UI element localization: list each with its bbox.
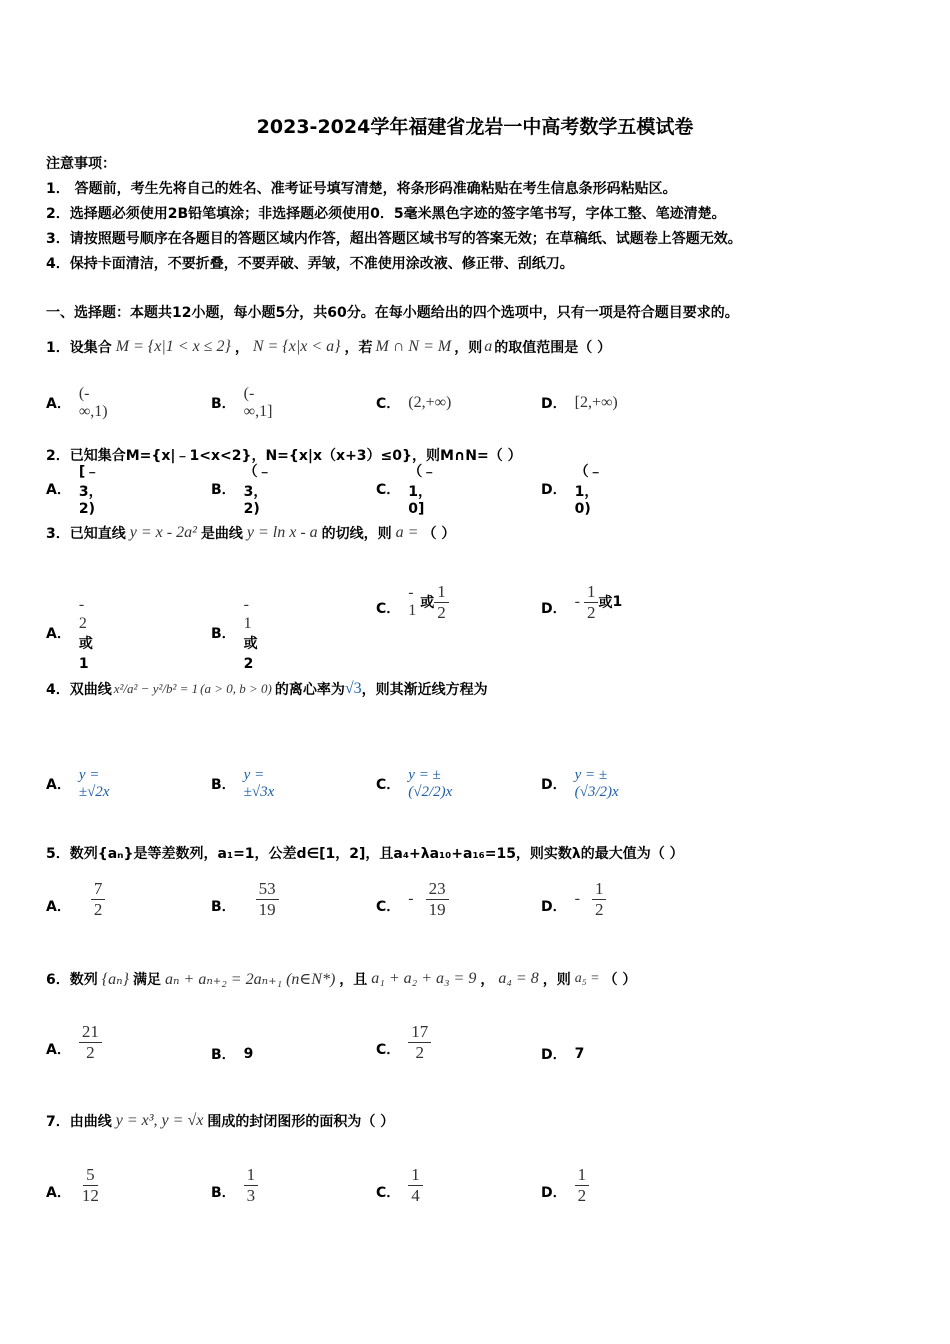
q4-tail: ，则其渐近线方程为	[361, 682, 488, 698]
q2-option-d[interactable]	[541, 461, 603, 517]
option-value: y = ±(√3/2)x	[574, 767, 619, 800]
option-label: C．	[376, 1042, 401, 1058]
q1-tail-pre: ，则	[454, 340, 483, 356]
fraction-numerator: 1	[434, 582, 449, 603]
option-value: 1	[612, 594, 623, 611]
q3-mid: 是曲线	[200, 526, 243, 542]
option-label: A．	[46, 1042, 71, 1058]
q4-mid: 的离心率为	[274, 682, 345, 698]
q4-option-d[interactable]	[541, 767, 619, 801]
notice-item-2: 2．选择题必须使用2B铅笔填涂；非选择题必须使用0．5毫米黑色字迹的签字笔书写，字体工整、笔迹清楚。	[46, 206, 726, 222]
q6-sum: a₁ + a₂ + a₃ = 9	[371, 970, 477, 987]
section-heading: 一、选择题：本题共12小题，每小题5分，共60分。在每小题给出的四个选项中，只有一项是符合题目要求的。	[46, 305, 739, 321]
option-value: - 1	[243, 595, 252, 632]
q2-option-c[interactable]	[376, 461, 436, 517]
q1-option-d[interactable]	[541, 393, 618, 413]
option-label: C．	[376, 899, 401, 915]
q6-sep: ，	[480, 972, 495, 988]
option-value: (2,+∞)	[408, 394, 452, 411]
fraction-denominator: 12	[81, 1185, 99, 1205]
q6-tail: ，则	[542, 972, 571, 988]
option-sign: -	[574, 593, 580, 611]
option-label: A．	[46, 396, 71, 412]
q5-option-a[interactable]	[46, 879, 105, 919]
option-fraction	[79, 1165, 102, 1205]
option-or: 或	[420, 595, 435, 612]
q4-option-b[interactable]	[211, 767, 274, 801]
question-1-stem	[46, 330, 611, 364]
q6-sequence: {aₙ}	[101, 971, 130, 988]
fraction-denominator: 2	[93, 899, 103, 919]
option-label: A．	[46, 626, 71, 642]
option-label: D．	[541, 1185, 567, 1201]
fraction-denominator: 2	[577, 1185, 587, 1205]
option-label: C．	[376, 777, 401, 793]
option-label: C．	[376, 396, 401, 412]
q4-option-a[interactable]	[46, 767, 109, 801]
q6-relation: aₙ + aₙ₊₂ = 2aₙ₊₁ (n∈N*)	[165, 971, 336, 988]
q1-cond-pre: ，若	[344, 340, 373, 356]
notice-item-4: 4．保持卡面清洁，不要折叠，不要弄破、弄皱，不准使用涂改液、修正带、刮纸刀。	[46, 256, 574, 272]
option-fraction	[408, 1165, 423, 1205]
option-value: 1	[78, 656, 89, 672]
option-fraction	[408, 1022, 431, 1062]
option-label: D．	[541, 396, 567, 412]
question-5-stem: 5．数列{aₙ}是等差数列，a₁=1，公差d∈[1，2]，且a₄+λa₁₀+a₁₆=15，则实数λ的最大值为（ ）	[46, 846, 684, 862]
q6-a4: a₄ = 8	[498, 970, 539, 987]
q7-option-c[interactable]	[376, 1165, 423, 1205]
option-value: y = ±√2x	[78, 767, 110, 800]
q3-tail: 的切线，则	[321, 526, 392, 542]
option-sign: -	[408, 890, 414, 907]
q4-eccentricity: √3	[344, 680, 362, 697]
option-label: A．	[46, 482, 71, 498]
q1-tail: 的取值范围是（ ）	[494, 340, 612, 356]
option-or: 或	[243, 636, 258, 652]
option-fraction	[592, 879, 607, 919]
option-value: y = ±√3x	[243, 767, 275, 800]
fraction-numerator: 1	[584, 582, 599, 603]
q3-option-c[interactable]	[376, 576, 449, 622]
option-label: B．	[211, 899, 236, 915]
option-value: y = ±(√2/2)x	[408, 767, 453, 800]
fraction-denominator: 19	[428, 899, 446, 919]
q2-option-b[interactable]	[211, 461, 272, 517]
q6-num: 6．数列	[46, 972, 98, 988]
q6-ask: a₅ =	[574, 971, 600, 986]
fraction-denominator: 2	[594, 899, 604, 919]
option-fraction	[256, 879, 279, 919]
q1-sep: ，	[234, 340, 249, 356]
option-value: - 2	[78, 595, 87, 632]
option-value: (-∞,1)	[78, 385, 108, 420]
option-label: B．	[211, 1185, 236, 1201]
option-label: D．	[541, 482, 567, 498]
option-value: （﹣1，0]	[408, 464, 437, 517]
fraction-numerator: 7	[91, 879, 106, 900]
question-2-stem: 2．已知集合M={x|﹣1<x<2}，N={x|x（x+3）≤0}，则M∩N=（ ）	[46, 448, 522, 464]
fraction-numerator: 5	[83, 1165, 98, 1186]
q5-option-b[interactable]	[211, 879, 279, 919]
option-label: D．	[541, 601, 567, 618]
fraction-denominator: 2	[437, 602, 446, 622]
option-label: B．	[211, 1047, 236, 1063]
option-label: D．	[541, 899, 567, 915]
option-fraction	[584, 582, 599, 622]
option-value: [2,+∞)	[574, 394, 618, 411]
option-label: B．	[211, 482, 236, 498]
fraction-denominator: 4	[411, 1185, 420, 1205]
option-label: D．	[541, 1047, 567, 1063]
q1-num: 1．设集合	[46, 340, 112, 356]
option-or: 或	[78, 636, 93, 652]
fraction-numerator: 1	[408, 1165, 423, 1186]
fraction-denominator: 2	[415, 1042, 425, 1062]
q5-option-c[interactable]	[376, 879, 449, 919]
q3-line: y = x - 2a²	[129, 524, 197, 541]
fraction-numerator: 1	[592, 879, 607, 900]
option-label: B．	[211, 626, 236, 642]
q7-tail: 围成的封闭图形的面积为（ ）	[207, 1114, 395, 1130]
q7-option-b[interactable]	[211, 1165, 258, 1205]
q7-option-a[interactable]	[46, 1165, 102, 1205]
fraction-numerator: 17	[408, 1022, 431, 1043]
q7-num: 7．由曲线	[46, 1114, 112, 1130]
q6-option-b[interactable]	[211, 1044, 253, 1064]
q5-option-d[interactable]	[541, 879, 606, 919]
fraction-numerator: 53	[256, 879, 279, 900]
option-label: D．	[541, 777, 567, 793]
option-label: A．	[46, 1185, 71, 1201]
q1-option-c[interactable]	[376, 393, 451, 413]
option-value: [﹣3，2)	[78, 464, 103, 517]
question-4-stem	[46, 672, 488, 706]
option-fraction	[575, 1165, 590, 1205]
q7-option-d[interactable]	[541, 1165, 589, 1205]
option-value: （﹣1，0)	[574, 464, 603, 517]
option-label: B．	[211, 396, 236, 412]
option-value: (-∞,1]	[243, 385, 273, 420]
q1-option-b[interactable]	[211, 385, 272, 421]
option-value: 2	[243, 656, 254, 672]
fraction-denominator: 2	[586, 602, 596, 622]
q4-option-c[interactable]	[376, 767, 452, 801]
option-or: 或	[598, 595, 613, 612]
notice-item-3: 3．请按照题号顺序在各题目的答题区域内作答，超出答题区域书写的答案无效；在草稿纸、试题卷上答题无效。	[46, 231, 742, 247]
option-value: - 1	[408, 584, 417, 620]
q1-var: a	[484, 338, 493, 355]
q6-mid2: ，且	[339, 972, 368, 988]
fraction-denominator: 3	[246, 1185, 256, 1205]
q3-option-a[interactable]	[46, 594, 93, 672]
q6-option-d[interactable]	[541, 1044, 584, 1064]
q4-num: 4．双曲线	[46, 682, 112, 698]
question-7-stem	[46, 1104, 394, 1138]
q3-ask: a =	[395, 524, 419, 541]
q1-set-m: M = {x|1 < x ≤ 2}	[115, 338, 231, 355]
fraction-numerator: 23	[426, 879, 449, 900]
q6-paren: （ ）	[603, 972, 637, 988]
option-value: （﹣3，2)	[243, 464, 272, 517]
fraction-denominator: 19	[258, 899, 276, 919]
q3-num: 3．已知直线	[46, 526, 126, 542]
option-label: C．	[376, 1185, 401, 1201]
q1-option-a[interactable]	[46, 385, 108, 421]
fraction-numerator: 21	[79, 1022, 102, 1043]
q6-option-c[interactable]	[376, 1022, 431, 1062]
q6-mid: 满足	[133, 972, 162, 988]
question-3-stem	[46, 516, 455, 550]
fraction-denominator: 2	[86, 1042, 95, 1062]
option-fraction	[244, 1165, 259, 1205]
q4-condition: (a > 0, b > 0)	[200, 681, 272, 696]
q6-option-a[interactable]	[46, 1022, 102, 1062]
q3-paren: （ ）	[422, 526, 456, 542]
notice-heading: 注意事项：	[46, 156, 116, 172]
q7-curves: y = x³, y = √x	[115, 1112, 204, 1129]
page-title: 2023-2024学年福建省龙岩一中高考数学五模试卷	[256, 116, 694, 138]
q1-set-n: N = {x|x < a}	[252, 338, 341, 355]
option-value: 7	[574, 1046, 585, 1062]
q3-option-d[interactable]	[541, 576, 622, 622]
fraction-numerator: 1	[575, 1165, 590, 1186]
option-label: A．	[46, 899, 71, 915]
q3-option-b[interactable]	[211, 594, 258, 672]
question-6-stem	[46, 962, 636, 996]
q2-option-a[interactable]	[46, 461, 103, 517]
notice-item-1: 1． 答题前，考生先将自己的姓名、准考证号填写清楚，将条形码准确粘贴在考生信息条形码粘贴区。	[46, 181, 677, 197]
fraction-numerator: 1	[244, 1165, 259, 1186]
q3-curve: y = ln x - a	[246, 524, 318, 541]
option-label: B．	[211, 777, 236, 793]
option-sign: -	[574, 890, 580, 907]
option-fraction	[79, 1022, 102, 1062]
option-fraction	[426, 879, 449, 919]
option-label: C．	[376, 601, 401, 618]
option-label: A．	[46, 777, 71, 793]
q1-cond: M ∩ N = M	[375, 338, 452, 355]
option-label: C．	[376, 482, 401, 498]
option-fraction	[434, 582, 449, 622]
option-fraction	[91, 879, 106, 919]
option-value: 9	[243, 1046, 254, 1062]
q4-equation: x²/a² − y²/b² = 1	[113, 681, 199, 696]
